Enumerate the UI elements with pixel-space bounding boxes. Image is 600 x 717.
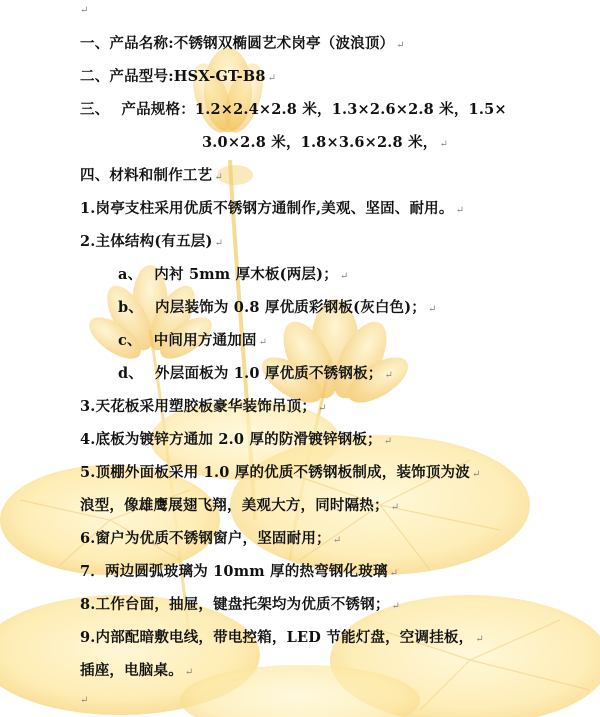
material-item-6: 6.窗户为优质不锈钢窗户，坚固耐用； ↵ xyxy=(80,530,342,547)
material-item-5-continued: 浪型，像雄鹰展翅飞翔，美观大方，同时隔热； ↵ xyxy=(80,497,400,514)
section-materials-heading: 四、材料和制作工艺 ↵ xyxy=(80,167,223,184)
material-item-5: 5.顶棚外面板采用 1.0 厚的优质不锈钢板制成，装饰顶为波 ↵ xyxy=(80,464,481,481)
material-item-9-continued: 插座，电脑桌。 ↵ xyxy=(80,662,194,679)
material-item-9: 9.内部配暗敷电线，带电控箱，LED 节能灯盘，空调挂板， ↵ xyxy=(80,629,484,646)
material-item-2: 2.主体结构(有五层) ↵ xyxy=(80,233,224,250)
product-spec-continued: 3.0×2.8 米，1.8×3.6×2.8 米， ↵ xyxy=(202,134,449,151)
paragraph-mark: ↵ xyxy=(80,5,89,16)
sub-item-b: b、 内层装饰为 0.8 厚优质彩钢板(灰白色)； ↵ xyxy=(118,299,437,316)
paragraph-mark: ↵ xyxy=(80,695,89,706)
material-item-7: 7．两边圆弧玻璃为 10mm 厚的热弯钢化玻璃 ↵ xyxy=(80,563,399,580)
section-product-name: 一、产品名称:不锈钢双椭圆艺术岗亭（波浪顶） ↵ xyxy=(80,35,405,52)
sub-item-d: d、 外层面板为 1.0 厚优质不锈钢板； ↵ xyxy=(118,365,394,382)
section-product-spec: 三、 产品规格：1.2×2.4×2.8 米，1.3×2.6×2.8 米，1.5× xyxy=(80,101,507,118)
material-item-8: 8.工作台面，抽屉，键盘托架均为优质不锈钢； ↵ xyxy=(80,596,401,613)
material-item-3: 3.天花板采用塑胶板豪华装饰吊顶； ↵ xyxy=(80,398,327,415)
sub-item-a: a、 内衬 5mm 厚木板(两层)； ↵ xyxy=(118,266,349,283)
material-item-4: 4.底板为镀锌方通加 2.0 厚的防滑镀锌钢板； ↵ xyxy=(80,431,393,448)
material-item-1: 1.岗亭支柱采用优质不锈钢方通制作,美观、坚固、耐用。 ↵ xyxy=(80,200,465,217)
section-product-model: 二、产品型号:HSX-GT-B8 ↵ xyxy=(80,68,277,85)
sub-item-c: c、 中间用方通加固 ↵ xyxy=(118,332,268,349)
